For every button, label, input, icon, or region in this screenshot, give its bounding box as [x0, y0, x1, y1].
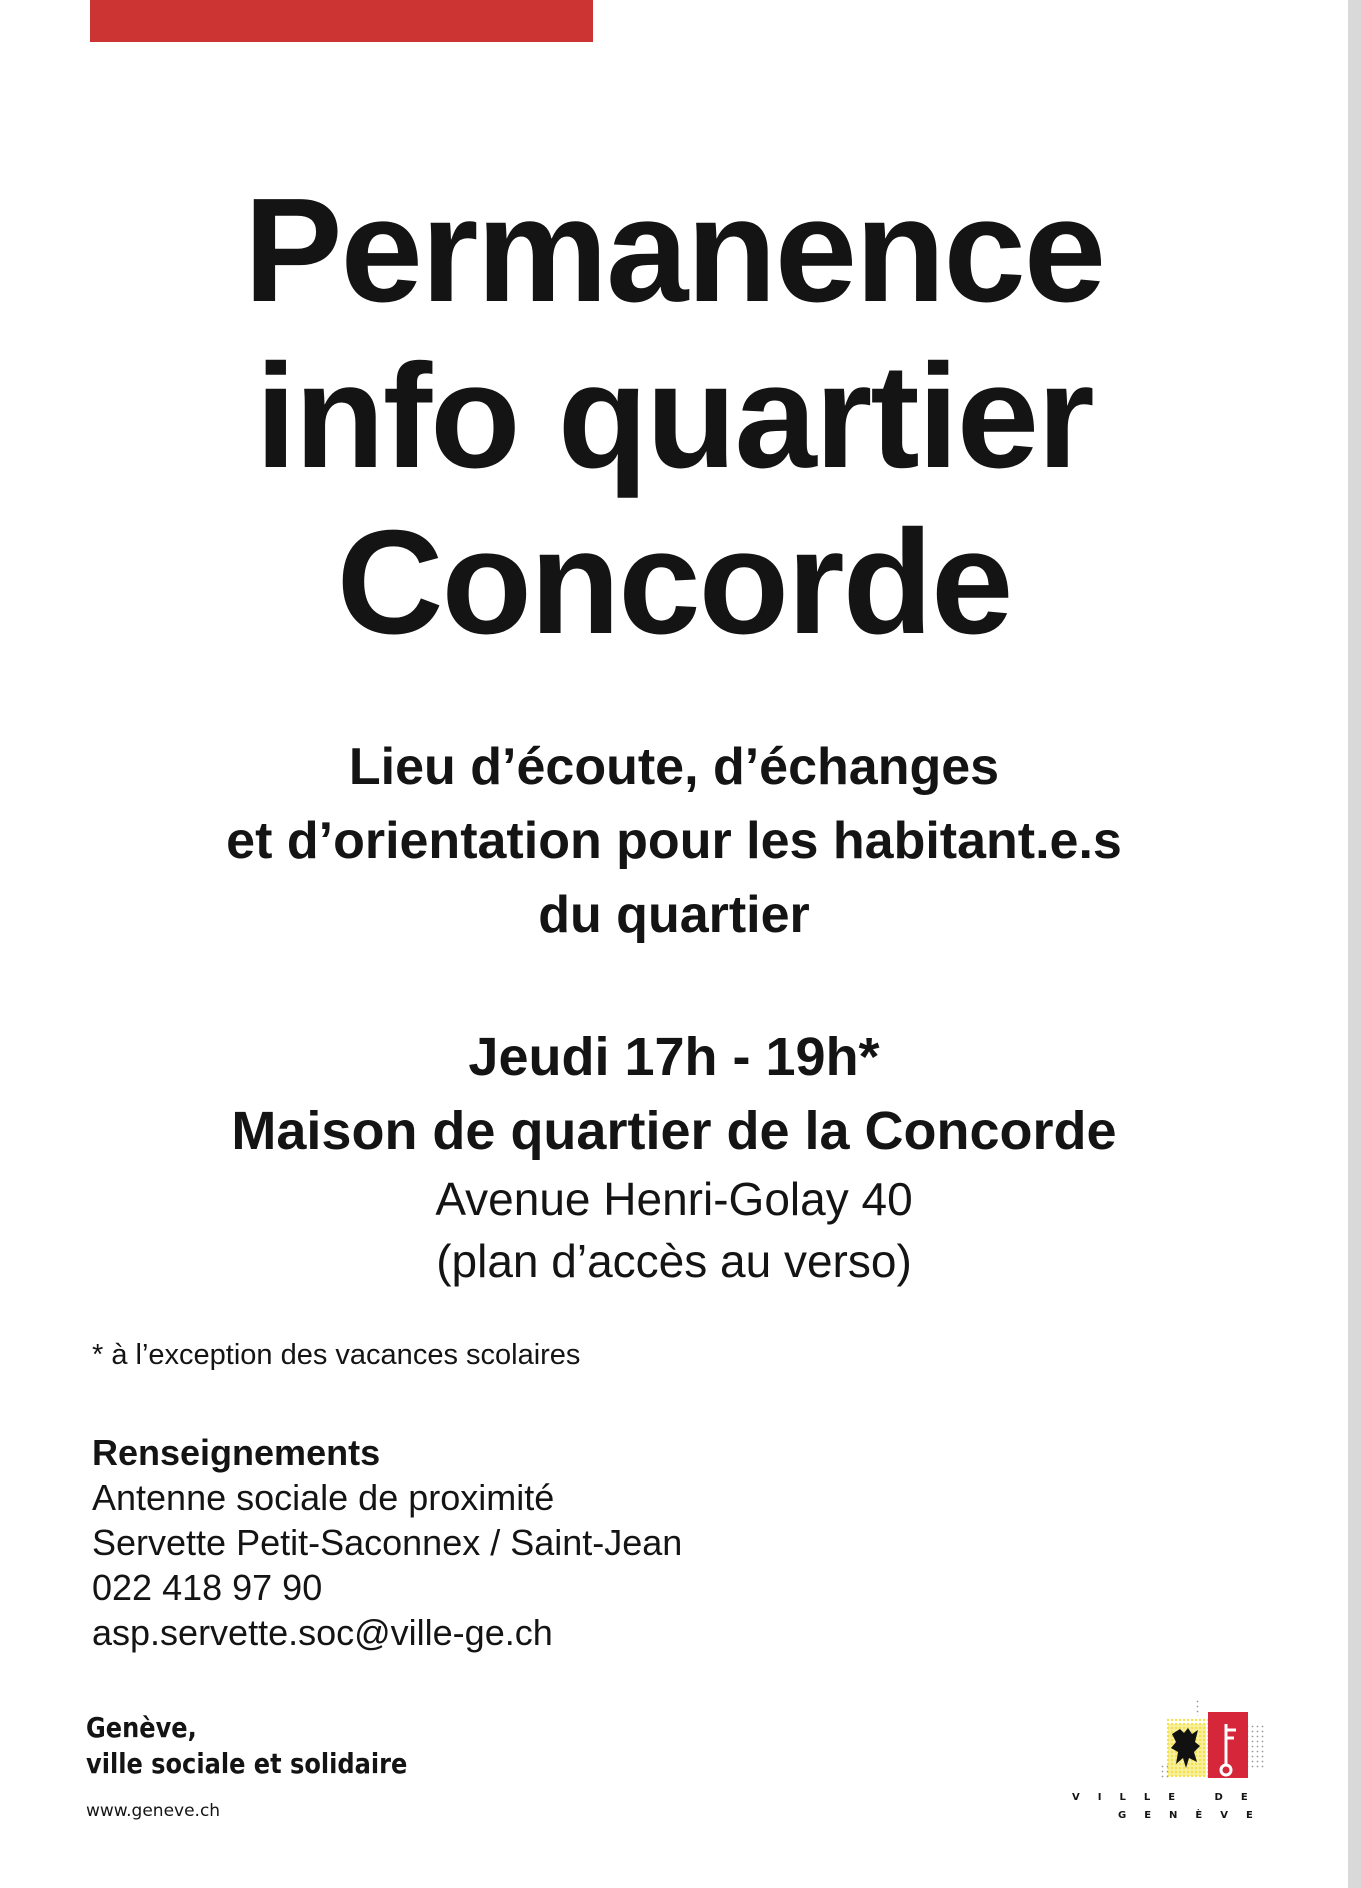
contact-area: Servette Petit-Saconnex / Saint-Jean: [92, 1522, 683, 1563]
contact-email[interactable]: asp.servette.soc@ville-ge.ch: [92, 1612, 553, 1653]
website-link[interactable]: www.geneve.ch: [86, 1801, 221, 1821]
top-red-bar: [90, 0, 593, 42]
contact-organization: Antenne sociale de proximité: [92, 1477, 555, 1518]
subtitle: [0, 730, 1348, 952]
main-title: [0, 168, 1348, 666]
contact-block: [92, 1430, 682, 1655]
title-line-1: Permanence: [243, 168, 1105, 333]
subtitle-line-3: du quartier: [538, 886, 810, 944]
city-slogan: [86, 1710, 407, 1782]
subtitle-line-1: Lieu d’écoute, d’échanges: [348, 738, 1000, 796]
venue-address: Avenue Henri-Golay 40: [435, 1173, 913, 1225]
ville-de-geneve-logo: [1070, 1694, 1290, 1824]
subtitle-line-2: et d’orientation pour les habitant.e.s: [226, 812, 1122, 870]
contact-heading: Renseignements: [92, 1432, 381, 1473]
contact-phone[interactable]: 022 418 97 90: [92, 1567, 323, 1608]
venue-name: Maison de quartier de la Concorde: [231, 1101, 1117, 1161]
title-line-2: info quartier: [255, 334, 1093, 499]
slogan-line-1: Genève,: [86, 1711, 197, 1744]
logo-text-line-1: VILLE DE: [1072, 1792, 1266, 1803]
title-line-3: Concorde: [336, 500, 1012, 665]
footnote: * à l’exception des vacances scolaires: [92, 1339, 581, 1371]
schedule-block: [0, 1020, 1348, 1292]
map-note: (plan d’accès au verso): [436, 1235, 912, 1287]
schedule-time: Jeudi 17h - 19h*: [468, 1027, 880, 1087]
slogan-line-2: ville sociale et solidaire: [86, 1747, 408, 1780]
logo-text-line-2: GENÈVE: [1118, 1810, 1271, 1821]
